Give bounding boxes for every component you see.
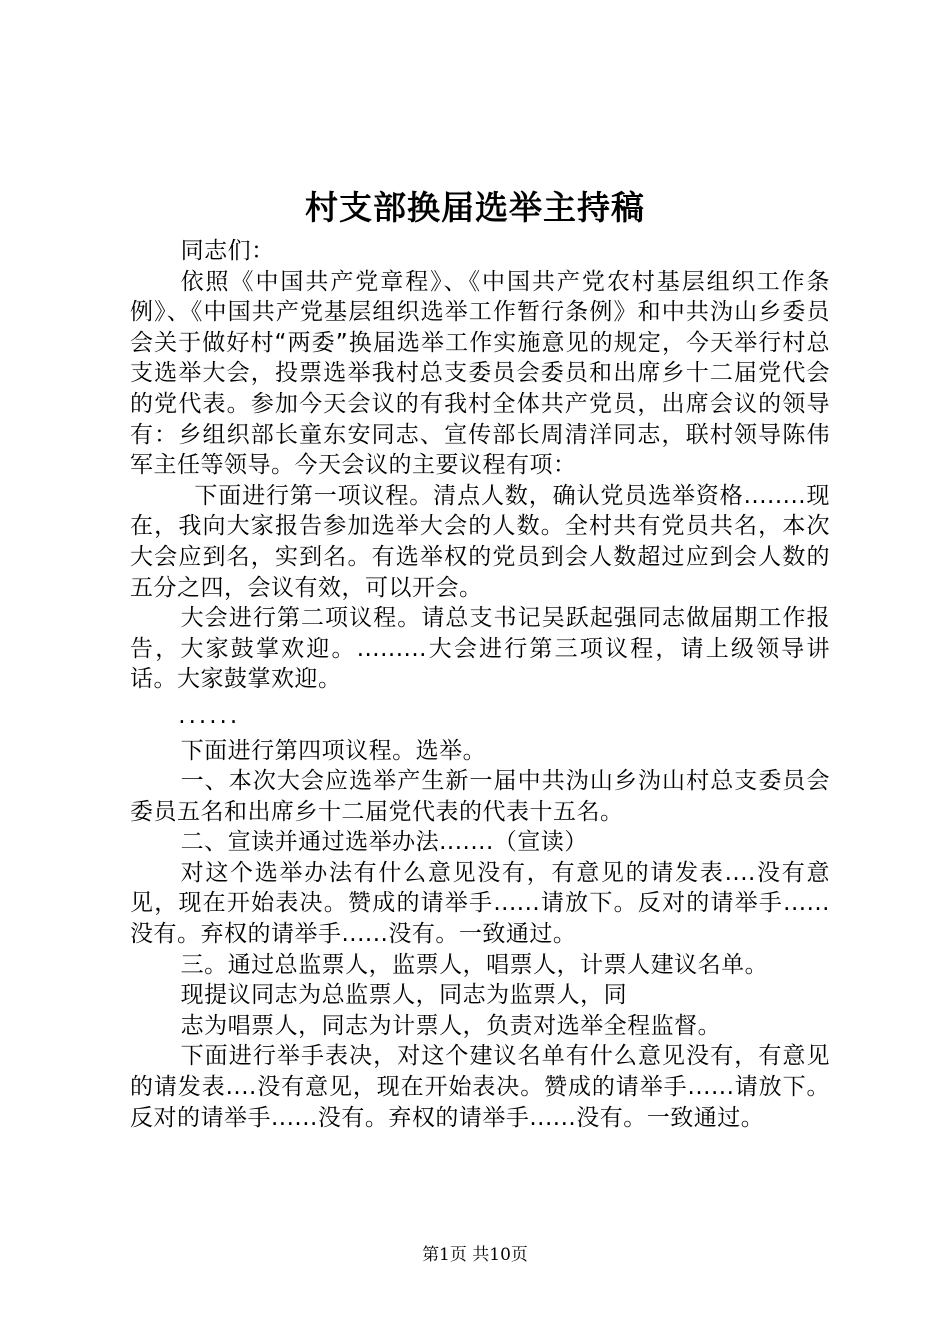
paragraph-nominees-1: 现提议同志为总监票人，同志为监票人，同 xyxy=(180,982,628,1009)
paragraph-item-1: 一、本次大会应选举产生新一届中共沩山乡沩山村总支委员会委员五名和出席乡十二届党代表的代表十五名。 xyxy=(130,768,830,825)
paragraph-intro: 依照《中国共产党章程》、《中国共产党农村基层组织工作条例》、《中国共产党基层组织选举工作暂行条例》和中共沩山乡委员会关于做好村“两委”换届选举工作实施意见的规定，今天举行村总支选举大会，投票选举我村总支委员会委员和出席乡十二届党代会的党代表。参加今天会议的有我村全体共产党员，出席会议的领导有：乡组织部长童东安同志、宣传部长周清洋同志，联村领导陈伟军主任等领导。今天会议的主要议程有项： xyxy=(130,268,830,479)
paragraph-salutation: 同志们： xyxy=(180,238,275,264)
paragraph-nominees-2: 志为唱票人，同志为计票人，负责对选举全程监督。 xyxy=(180,1012,722,1039)
paragraph-vote-method: 对这个选举办法有什么意见没有，有意见的请发表....没有意见，现在开始表决。赞成的请举手......请放下。反对的请举手......没有。弃权的请举手......没有。一致通过。 xyxy=(130,859,830,948)
paragraph-agenda-4: 下面进行第四项议程。选举。 xyxy=(180,737,487,764)
paragraph-vote-nominees: 下面进行举手表决，对这个建议名单有什么意见没有，有意见的请发表....没有意见，现在开始表决。赞成的请举手......请放下。反对的请举手......没有。弃权的请举手......没有。一致通过。 xyxy=(130,1043,830,1131)
page-number: 第1页 共10页 xyxy=(422,1245,528,1265)
document-body xyxy=(130,236,830,1133)
paragraph-agenda-2-3: 大会进行第二项议程。请总支书记吴跃起强同志做届期工作报告，大家鼓掌欢迎。.........大会进行第三项议程，请上级领导讲话。大家鼓掌欢迎。 xyxy=(130,605,830,693)
paragraph-item-2: 二、宣读并通过选举办法.......（宣读） xyxy=(180,829,588,856)
document-title: 村支部换届选举主持稿 xyxy=(305,188,645,227)
paragraph-ellipsis: ...... xyxy=(178,702,241,729)
paragraph-item-3: 三。通过总监票人，监票人，唱票人，计票人建议名单。 xyxy=(180,951,769,978)
paragraph-agenda-1: 下面进行第一项议程。清点人数，确认党员选举资格........现在，我向大家报告参加选举大会的人数。全村共有党员共名，本次大会应到名，实到名。有选举权的党员到会人数超过应到会人数的五分之四，会议有效，可以开会。 xyxy=(130,482,830,601)
